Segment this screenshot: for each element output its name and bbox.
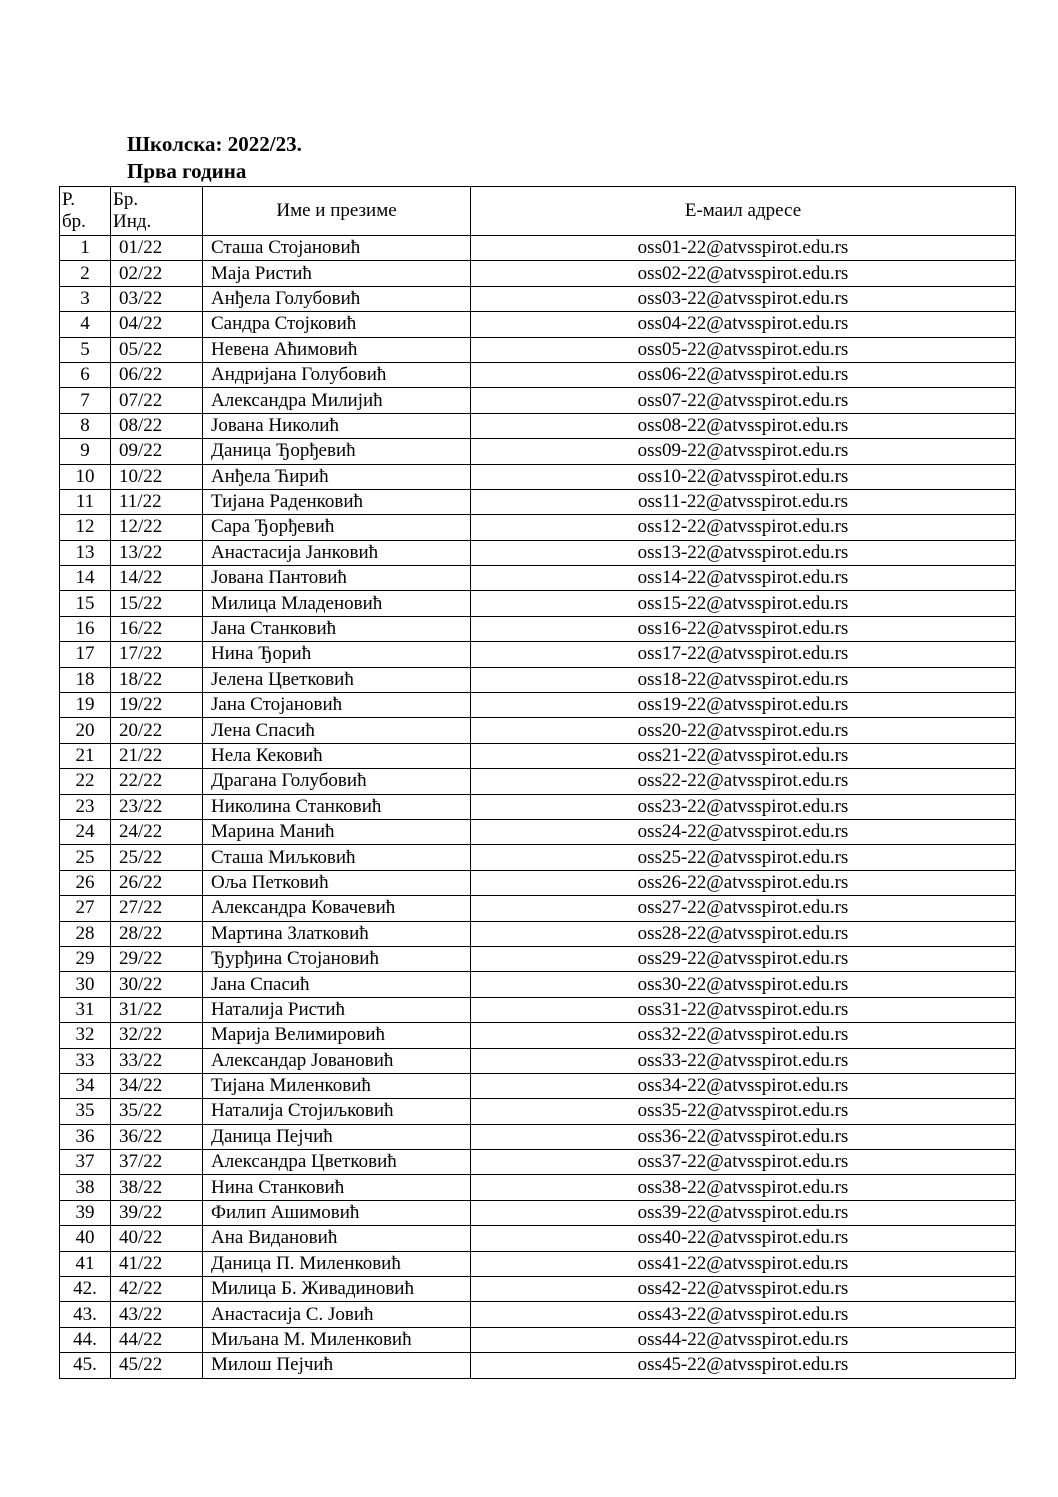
table-row <box>60 845 1016 870</box>
row-number: 36 <box>60 1124 111 1149</box>
student-name: Александра Ковачевић <box>203 896 471 921</box>
student-email: oss42-22@atvsspirot.edu.rs <box>471 1277 1016 1302</box>
row-number: 29 <box>60 946 111 971</box>
student-name: Ана Видановић <box>203 1226 471 1251</box>
student-email: oss24-22@atvsspirot.edu.rs <box>471 819 1016 844</box>
row-number: 25 <box>60 845 111 870</box>
student-name: Сташа Миљковић <box>203 845 471 870</box>
row-number: 33 <box>60 1048 111 1073</box>
index-number: 01/22 <box>111 236 203 261</box>
index-number: 38/22 <box>111 1175 203 1200</box>
row-number: 17 <box>60 642 111 667</box>
table-row <box>60 1023 1016 1048</box>
index-number: 12/22 <box>111 515 203 540</box>
table-row <box>60 312 1016 337</box>
row-number: 39 <box>60 1200 111 1225</box>
student-email: oss41-22@atvsspirot.edu.rs <box>471 1251 1016 1276</box>
index-number: 27/22 <box>111 896 203 921</box>
student-name: Сташа Стојановић <box>203 236 471 261</box>
row-number: 16 <box>60 616 111 641</box>
student-name: Наталија Ристић <box>203 997 471 1022</box>
index-number: 36/22 <box>111 1124 203 1149</box>
table-row <box>60 1124 1016 1149</box>
student-name: Николина Станковић <box>203 794 471 819</box>
student-email: oss31-22@atvsspirot.edu.rs <box>471 997 1016 1022</box>
table-row <box>60 972 1016 997</box>
student-name: Невена Аћимовић <box>203 337 471 362</box>
student-name: Анђела Ћирић <box>203 464 471 489</box>
table-row <box>60 642 1016 667</box>
table-row <box>60 337 1016 362</box>
student-name: Анастасија Јанковић <box>203 540 471 565</box>
index-number: 04/22 <box>111 312 203 337</box>
table-row <box>60 540 1016 565</box>
student-email: oss29-22@atvsspirot.edu.rs <box>471 946 1016 971</box>
row-number: 6 <box>60 362 111 387</box>
student-name: Даница Пејчић <box>203 1124 471 1149</box>
row-number: 5 <box>60 337 111 362</box>
student-email: oss36-22@atvsspirot.edu.rs <box>471 1124 1016 1149</box>
student-email-table <box>59 186 1016 1379</box>
index-number: 44/22 <box>111 1327 203 1352</box>
table-row <box>60 236 1016 261</box>
index-number: 08/22 <box>111 413 203 438</box>
student-name: Милош Пејчић <box>203 1353 471 1378</box>
student-email: oss11-22@atvsspirot.edu.rs <box>471 489 1016 514</box>
index-number: 14/22 <box>111 566 203 591</box>
row-number: 40 <box>60 1226 111 1251</box>
index-number: 40/22 <box>111 1226 203 1251</box>
student-name: Марија Велимировић <box>203 1023 471 1048</box>
row-number: 28 <box>60 921 111 946</box>
table-row <box>60 667 1016 692</box>
index-number: 19/22 <box>111 693 203 718</box>
student-name: Тијана Миленковић <box>203 1073 471 1098</box>
index-number: 07/22 <box>111 388 203 413</box>
student-email: oss08-22@atvsspirot.edu.rs <box>471 413 1016 438</box>
index-number: 15/22 <box>111 591 203 616</box>
student-name: Ђурђина Стојановић <box>203 946 471 971</box>
index-number: 11/22 <box>111 489 203 514</box>
table-row <box>60 1327 1016 1352</box>
row-number: 41 <box>60 1251 111 1276</box>
index-number: 16/22 <box>111 616 203 641</box>
row-number: 7 <box>60 388 111 413</box>
student-name: Милица Б. Живадиновић <box>203 1277 471 1302</box>
student-email: oss28-22@atvsspirot.edu.rs <box>471 921 1016 946</box>
student-email: oss03-22@atvsspirot.edu.rs <box>471 286 1016 311</box>
student-email: oss43-22@atvsspirot.edu.rs <box>471 1302 1016 1327</box>
header-index-number-line2: Инд. <box>113 211 152 232</box>
row-number: 20 <box>60 718 111 743</box>
table-row <box>60 286 1016 311</box>
row-number: 21 <box>60 743 111 768</box>
student-email: oss04-22@atvsspirot.edu.rs <box>471 312 1016 337</box>
table-row <box>60 1226 1016 1251</box>
student-email: oss10-22@atvsspirot.edu.rs <box>471 464 1016 489</box>
student-email: oss33-22@atvsspirot.edu.rs <box>471 1048 1016 1073</box>
student-email: oss01-22@atvsspirot.edu.rs <box>471 236 1016 261</box>
row-number: 23 <box>60 794 111 819</box>
row-number: 31 <box>60 997 111 1022</box>
student-email: oss19-22@atvsspirot.edu.rs <box>471 693 1016 718</box>
row-number: 34 <box>60 1073 111 1098</box>
table-row <box>60 769 1016 794</box>
table-row <box>60 1073 1016 1098</box>
table-row <box>60 1175 1016 1200</box>
index-number: 37/22 <box>111 1150 203 1175</box>
row-number: 26 <box>60 870 111 895</box>
student-name: Сара Ђорђевић <box>203 515 471 540</box>
student-name: Драгана Голубовић <box>203 769 471 794</box>
table-body <box>60 236 1016 1379</box>
student-name: Наталија Стојиљковић <box>203 1099 471 1124</box>
table-row <box>60 997 1016 1022</box>
index-number: 20/22 <box>111 718 203 743</box>
table-row <box>60 1353 1016 1378</box>
index-number: 17/22 <box>111 642 203 667</box>
row-number: 45. <box>60 1353 111 1378</box>
table-header-row <box>60 187 1016 236</box>
student-name: Јелена Цветковић <box>203 667 471 692</box>
table-row <box>60 439 1016 464</box>
table-row <box>60 794 1016 819</box>
year-level-heading: Прва година <box>127 159 247 183</box>
table-row <box>60 515 1016 540</box>
student-email: oss39-22@atvsspirot.edu.rs <box>471 1200 1016 1225</box>
student-email: oss38-22@atvsspirot.edu.rs <box>471 1175 1016 1200</box>
row-number: 19 <box>60 693 111 718</box>
student-email: oss13-22@atvsspirot.edu.rs <box>471 540 1016 565</box>
index-number: 03/22 <box>111 286 203 311</box>
table-row <box>60 1251 1016 1276</box>
table-row <box>60 743 1016 768</box>
student-email: oss06-22@atvsspirot.edu.rs <box>471 362 1016 387</box>
student-email: oss12-22@atvsspirot.edu.rs <box>471 515 1016 540</box>
header-row-number <box>60 187 111 236</box>
student-email: oss26-22@atvsspirot.edu.rs <box>471 870 1016 895</box>
student-name: Јана Станковић <box>203 616 471 641</box>
student-name: Јована Пантовић <box>203 566 471 591</box>
student-email: oss34-22@atvsspirot.edu.rs <box>471 1073 1016 1098</box>
student-email: oss14-22@atvsspirot.edu.rs <box>471 566 1016 591</box>
row-number: 14 <box>60 566 111 591</box>
table-row <box>60 1200 1016 1225</box>
row-number: 22 <box>60 769 111 794</box>
student-email: oss30-22@atvsspirot.edu.rs <box>471 972 1016 997</box>
school-year-heading: Школска: 2022/23. <box>127 132 302 156</box>
index-number: 02/22 <box>111 261 203 286</box>
index-number: 21/22 <box>111 743 203 768</box>
row-number: 4 <box>60 312 111 337</box>
index-number: 26/22 <box>111 870 203 895</box>
index-number: 35/22 <box>111 1099 203 1124</box>
table-row <box>60 413 1016 438</box>
table-row <box>60 464 1016 489</box>
table-row <box>60 1048 1016 1073</box>
header-full-name: Име и презиме <box>203 187 471 236</box>
student-email: oss23-22@atvsspirot.edu.rs <box>471 794 1016 819</box>
table-row <box>60 362 1016 387</box>
index-number: 06/22 <box>111 362 203 387</box>
header-index-number-line1: Бр. <box>113 189 139 210</box>
row-number: 15 <box>60 591 111 616</box>
student-name: Нина Станковић <box>203 1175 471 1200</box>
student-name: Андријана Голубовић <box>203 362 471 387</box>
student-name: Маја Ристић <box>203 261 471 286</box>
index-number: 09/22 <box>111 439 203 464</box>
index-number: 24/22 <box>111 819 203 844</box>
table-row <box>60 616 1016 641</box>
row-number: 32 <box>60 1023 111 1048</box>
student-name: Јована Николић <box>203 413 471 438</box>
row-number: 11 <box>60 489 111 514</box>
student-name: Анђела Голубовић <box>203 286 471 311</box>
row-number: 2 <box>60 261 111 286</box>
index-number: 42/22 <box>111 1277 203 1302</box>
table-row <box>60 1277 1016 1302</box>
student-email: oss20-22@atvsspirot.edu.rs <box>471 718 1016 743</box>
index-number: 31/22 <box>111 997 203 1022</box>
student-email: oss05-22@atvsspirot.edu.rs <box>471 337 1016 362</box>
table-row <box>60 693 1016 718</box>
index-number: 45/22 <box>111 1353 203 1378</box>
student-email: oss22-22@atvsspirot.edu.rs <box>471 769 1016 794</box>
student-email: oss32-22@atvsspirot.edu.rs <box>471 1023 1016 1048</box>
student-name: Нина Ђорић <box>203 642 471 667</box>
table-row <box>60 566 1016 591</box>
index-number: 23/22 <box>111 794 203 819</box>
student-email: oss16-22@atvsspirot.edu.rs <box>471 616 1016 641</box>
index-number: 18/22 <box>111 667 203 692</box>
row-number: 9 <box>60 439 111 464</box>
student-name: Јана Стојановић <box>203 693 471 718</box>
index-number: 33/22 <box>111 1048 203 1073</box>
row-number: 35 <box>60 1099 111 1124</box>
row-number: 30 <box>60 972 111 997</box>
student-name: Нела Кековић <box>203 743 471 768</box>
student-name: Даница Ђорђевић <box>203 439 471 464</box>
student-email: oss25-22@atvsspirot.edu.rs <box>471 845 1016 870</box>
table-row <box>60 489 1016 514</box>
student-name: Александар Јовановић <box>203 1048 471 1073</box>
student-name: Даница П. Миленковић <box>203 1251 471 1276</box>
row-number: 27 <box>60 896 111 921</box>
student-name: Мартина Златковић <box>203 921 471 946</box>
row-number: 38 <box>60 1175 111 1200</box>
student-email: oss21-22@atvsspirot.edu.rs <box>471 743 1016 768</box>
table-row <box>60 388 1016 413</box>
index-number: 05/22 <box>111 337 203 362</box>
table-row <box>60 896 1016 921</box>
row-number: 44. <box>60 1327 111 1352</box>
student-email: oss27-22@atvsspirot.edu.rs <box>471 896 1016 921</box>
table-row <box>60 261 1016 286</box>
row-number: 37 <box>60 1150 111 1175</box>
table-row <box>60 1099 1016 1124</box>
index-number: 28/22 <box>111 921 203 946</box>
header-row-number-line1: Р. <box>62 189 75 210</box>
table-row <box>60 921 1016 946</box>
row-number: 3 <box>60 286 111 311</box>
index-number: 39/22 <box>111 1200 203 1225</box>
row-number: 43. <box>60 1302 111 1327</box>
student-name: Александра Милијић <box>203 388 471 413</box>
student-name: Јана Спасић <box>203 972 471 997</box>
index-number: 43/22 <box>111 1302 203 1327</box>
row-number: 24 <box>60 819 111 844</box>
index-number: 32/22 <box>111 1023 203 1048</box>
student-name: Александра Цветковић <box>203 1150 471 1175</box>
table-row <box>60 946 1016 971</box>
student-email: oss40-22@atvsspirot.edu.rs <box>471 1226 1016 1251</box>
table-row <box>60 591 1016 616</box>
student-name: Филип Ашимовић <box>203 1200 471 1225</box>
student-email: oss18-22@atvsspirot.edu.rs <box>471 667 1016 692</box>
index-number: 30/22 <box>111 972 203 997</box>
student-name: Марина Манић <box>203 819 471 844</box>
row-number: 8 <box>60 413 111 438</box>
row-number: 42. <box>60 1277 111 1302</box>
student-name: Сандра Стојковић <box>203 312 471 337</box>
student-email: oss45-22@atvsspirot.edu.rs <box>471 1353 1016 1378</box>
student-name: Тијана Раденковић <box>203 489 471 514</box>
index-number: 25/22 <box>111 845 203 870</box>
row-number: 18 <box>60 667 111 692</box>
index-number: 41/22 <box>111 1251 203 1276</box>
index-number: 29/22 <box>111 946 203 971</box>
table-row <box>60 718 1016 743</box>
index-number: 13/22 <box>111 540 203 565</box>
student-name: Лена Спасић <box>203 718 471 743</box>
row-number: 12 <box>60 515 111 540</box>
table-row <box>60 1150 1016 1175</box>
header-row-number-line2: бр. <box>62 211 86 232</box>
student-email: oss07-22@atvsspirot.edu.rs <box>471 388 1016 413</box>
header-index-number <box>111 187 203 236</box>
student-name: Миљана М. Миленковић <box>203 1327 471 1352</box>
student-email: oss15-22@atvsspirot.edu.rs <box>471 591 1016 616</box>
row-number: 13 <box>60 540 111 565</box>
student-name: Оља Петковић <box>203 870 471 895</box>
student-email: oss35-22@atvsspirot.edu.rs <box>471 1099 1016 1124</box>
student-name: Милица Младеновић <box>203 591 471 616</box>
header-email: Е-маил адресе <box>471 187 1016 236</box>
student-email: oss02-22@atvsspirot.edu.rs <box>471 261 1016 286</box>
student-email: oss37-22@atvsspirot.edu.rs <box>471 1150 1016 1175</box>
index-number: 22/22 <box>111 769 203 794</box>
row-number: 1 <box>60 236 111 261</box>
table-row <box>60 1302 1016 1327</box>
student-email: oss44-22@atvsspirot.edu.rs <box>471 1327 1016 1352</box>
student-name: Анастасија С. Јовић <box>203 1302 471 1327</box>
index-number: 34/22 <box>111 1073 203 1098</box>
student-email: oss09-22@atvsspirot.edu.rs <box>471 439 1016 464</box>
row-number: 10 <box>60 464 111 489</box>
index-number: 10/22 <box>111 464 203 489</box>
student-email: oss17-22@atvsspirot.edu.rs <box>471 642 1016 667</box>
table-row <box>60 870 1016 895</box>
table-row <box>60 819 1016 844</box>
